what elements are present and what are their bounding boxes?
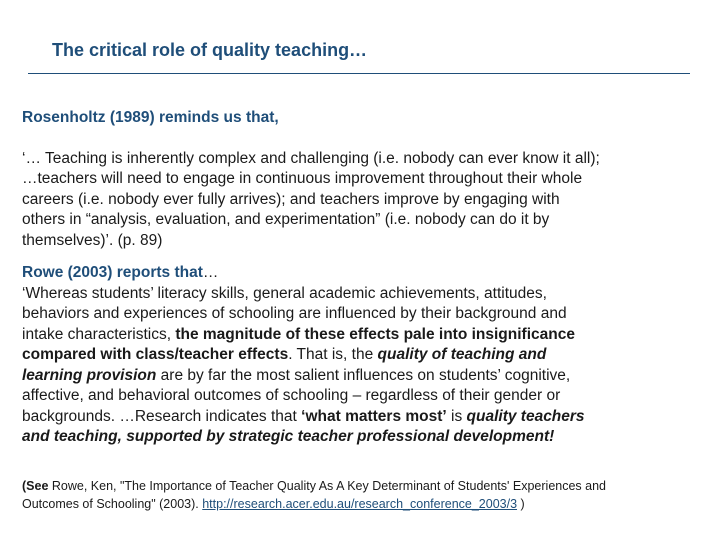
title-divider [28, 73, 690, 74]
rosenholtz-quote-line: careers (i.e. nobody ever fully arrives); and teachers improve by engaging with [22, 190, 560, 208]
rowe-quote-line: and teaching, supported by strategic teacher professional development! [22, 428, 555, 445]
rowe-text: backgrounds. …Research indicates that [22, 407, 302, 425]
citation [22, 477, 702, 513]
rosenholtz-heading: Rosenholtz (1989) reminds us that, [22, 109, 279, 126]
rowe-heading-ellipsis: … [202, 264, 219, 281]
rowe-quote-line [22, 407, 702, 428]
rosenholtz-quote-line: others in “analysis, evaluation, and experimentation” (i.e. nobody can do it by [22, 211, 550, 228]
rowe-quote-line: affective, and behavioral outcomes of schooling – regardless of their gender or [22, 387, 561, 404]
rowe-quote-line: behaviors and experiences of schooling are influenced by their background and [22, 305, 567, 322]
rowe-heading-line [22, 263, 702, 284]
rowe-emphasis-italic: quality teachers [466, 407, 585, 425]
rosenholtz-quote-line: themselves)’. (p. 89) [22, 231, 163, 249]
rowe-section [22, 263, 702, 448]
rowe-heading: Rowe (2003) reports that [22, 264, 203, 281]
rosenholtz-quote-line: ‘… Teaching is inherently complex and challenging (i.e. nobody can ever know it all); [22, 149, 600, 167]
rowe-quote-line: ‘Whereas students’ literacy skills, general academic achievements, attitudes, [22, 284, 547, 302]
rowe-emphasis: the magnitude of these effects pale into insignificance [175, 325, 575, 343]
rowe-emphasis: compared with class/teacher effects [22, 346, 289, 363]
rowe-text: is [446, 407, 467, 425]
rowe-quote-line [22, 366, 702, 387]
rowe-emphasis-italic: quality of teaching and [377, 346, 547, 363]
rowe-emphasis-italic: learning provision [22, 366, 157, 384]
rowe-text: are by far the most salient influences on students’ cognitive, [156, 366, 571, 384]
rowe-quote-line [22, 325, 702, 346]
citation-close: ) [517, 497, 525, 511]
rowe-emphasis: ‘what matters most’ [301, 407, 447, 425]
citation-text: Outcomes of Schooling" (2003). [22, 497, 203, 511]
rosenholtz-quote-line: …teachers will need to engage in continuous improvement throughout their whole [22, 170, 583, 187]
rowe-quote-line [22, 345, 702, 366]
citation-link[interactable]: http://research.acer.edu.au/research_conference_2003/3 [202, 497, 518, 511]
page-title: The critical role of quality teaching… [52, 40, 368, 60]
rowe-text: intake characteristics, [22, 325, 176, 343]
rowe-text: . That is, the [288, 346, 378, 363]
citation-open: (See [22, 479, 49, 493]
rosenholtz-section [22, 108, 702, 251]
citation-text: Rowe, Ken, "The Importance of Teacher Quality As A Key Determinant of Students' Experiences and [48, 479, 606, 493]
